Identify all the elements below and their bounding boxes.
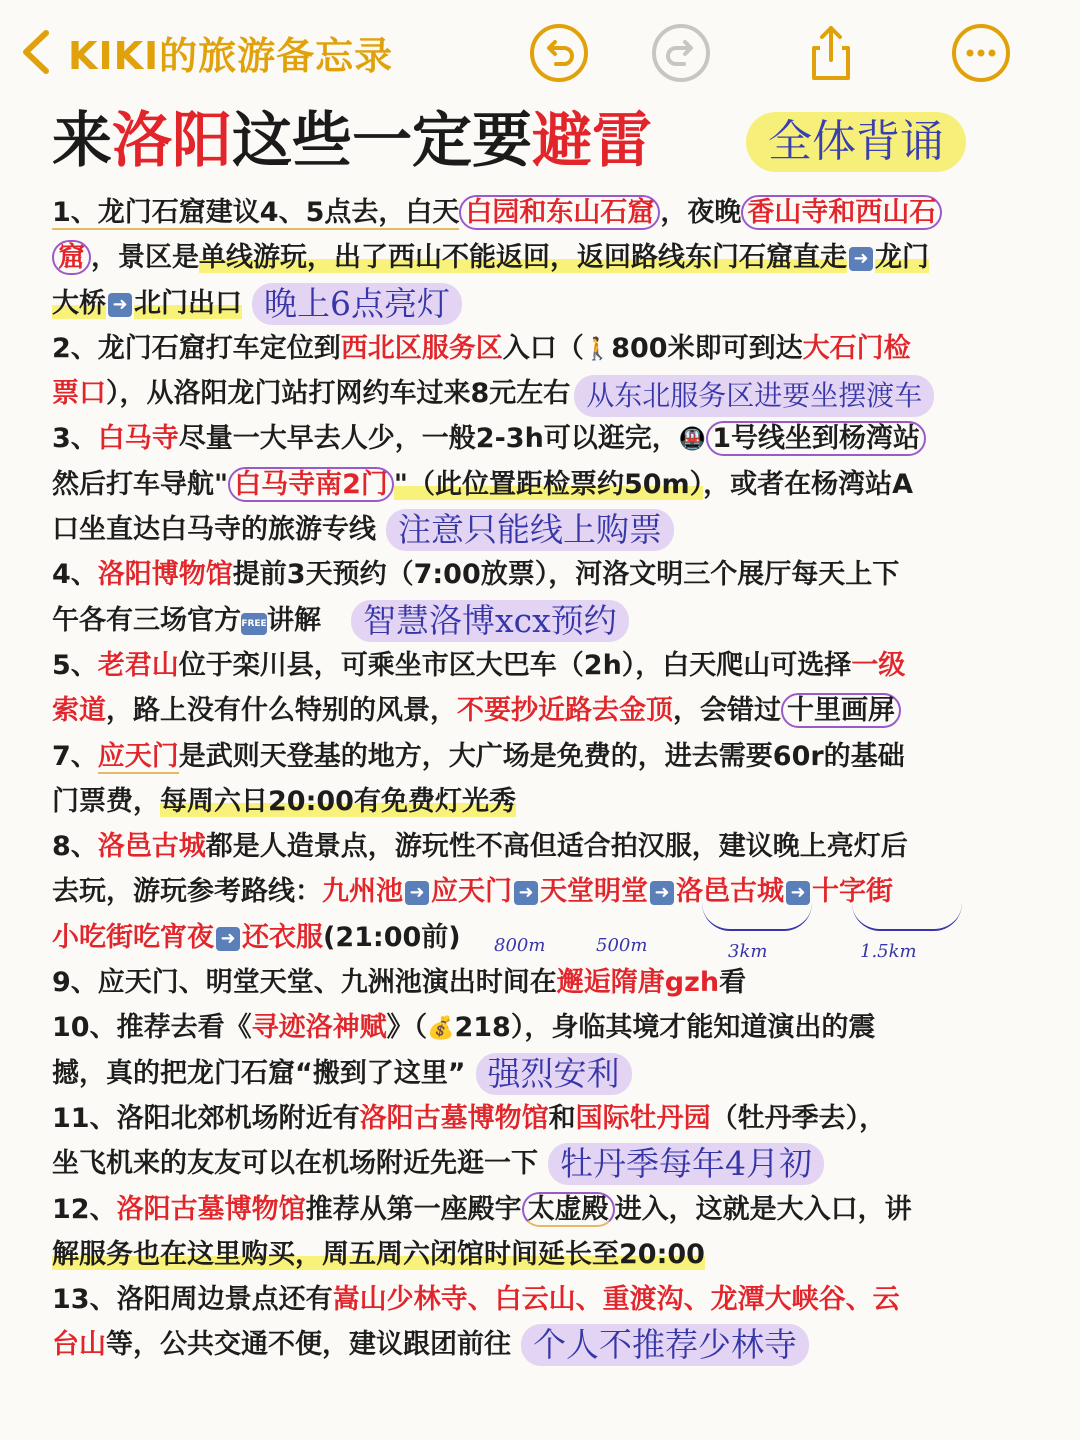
list-item (52, 190, 1042, 235)
handwritten-note: 全体背诵 (746, 112, 966, 172)
title-highlight: 避雷 (532, 106, 652, 176)
back-label: KIKI的旅游备忘录 (68, 33, 394, 78)
text: 7、 (52, 740, 98, 772)
highlighted-text: 解服务也在这里购买，周五周六闭馆时间延长至20:00 (52, 1238, 705, 1270)
text: 10、推荐去看《 (52, 1012, 252, 1044)
undo-button[interactable] (528, 22, 590, 84)
place-name: 洛阳博物馆 (97, 559, 233, 591)
text: 午各有三场官方 (52, 604, 241, 636)
distance-note: 1.5km (860, 940, 917, 962)
arrow-right-icon: ➜ (405, 881, 429, 905)
route-arc (852, 903, 962, 931)
place-name: 大石门检 (802, 332, 911, 364)
place-name: 白马寺南2门 (228, 467, 394, 502)
highlighted-text: 北门出口 (134, 287, 242, 319)
share-icon (800, 22, 862, 84)
text: 十里画屏 (781, 693, 901, 728)
place-name: 太虚殿 (522, 1192, 615, 1227)
text: 进入，这就是大入口，讲 (614, 1193, 912, 1225)
text: 等，公共交通不便，建议跟团前往 (106, 1329, 511, 1361)
warning-text: 不要抄近路去金顶 (457, 695, 673, 727)
text: 218），身临其境才能知道演出的震 (454, 1012, 876, 1044)
route-stop: 小吃街吃宵夜 (52, 921, 214, 953)
text: 5、 (52, 649, 98, 681)
text: 和 (548, 1102, 576, 1134)
more-icon (950, 22, 1012, 84)
arrow-right-icon: ➜ (650, 881, 674, 905)
list-item (52, 326, 1042, 371)
place-name: 索道 (52, 695, 106, 727)
text: ，路上没有什么特别的风景， (106, 695, 457, 727)
text: 位于栾川县，可乘坐市区大巴车（2h），白天爬山可选择 (178, 649, 852, 681)
place-name: 台山 (52, 1329, 106, 1361)
text: （牡丹季去）， (710, 1102, 887, 1134)
text: 提前3天预约（7:00放票），河洛文明三个展厅每天上下 (232, 559, 900, 591)
text: 1、龙门石窟建议4、5点去，白天 (52, 197, 460, 228)
text: 门票费， (52, 785, 160, 817)
list-item (52, 915, 1042, 960)
text: 撼，真的把龙门石窟“搬到了这里” (52, 1057, 466, 1089)
text: ，夜晚 (660, 197, 742, 228)
text: 推荐从第一座殿宇 (305, 1193, 522, 1225)
list-item (52, 507, 1042, 552)
list-item (52, 1051, 1042, 1096)
place-name: 洛阳古墓博物馆 (116, 1193, 306, 1225)
place-name: 香山寺和西山石 (741, 195, 942, 230)
list-item (52, 643, 1042, 688)
place-name: 白园和东山石窟 (459, 195, 660, 230)
distance-note: 500m (596, 934, 648, 956)
text: 然后打车导航" (52, 468, 229, 500)
handwritten-note: 牡丹季每年4月初 (548, 1143, 824, 1185)
place-name: 老君山 (97, 649, 179, 681)
arrow-right-icon: ➜ (849, 247, 873, 271)
back-button[interactable] (18, 22, 393, 82)
list-item (52, 1141, 1042, 1186)
distance-note: 800m (494, 934, 546, 956)
text: 都是人造景点，游玩性不高但适合拍汉服，建议晚上亮灯后 (205, 831, 908, 863)
handwritten-note: 注意只能线上购票 (386, 509, 674, 551)
share-button[interactable] (800, 22, 862, 84)
title-part: 来 (52, 106, 112, 176)
text: 看 (719, 967, 747, 999)
note-body (52, 190, 1042, 1368)
text: 4、 (52, 559, 98, 591)
highlighted-text: 每周六日20:00有免费灯光秀 (160, 785, 516, 817)
list-item (52, 734, 1042, 779)
list-item (52, 688, 1042, 733)
text: 3、 (52, 423, 98, 455)
chevron-left-icon (18, 27, 56, 77)
place-name: 洛邑古城 (97, 831, 206, 863)
note-title (52, 100, 772, 182)
free-icon: FREE (241, 613, 267, 635)
walking-person-icon: 🚶 (583, 336, 612, 362)
place-name: 寻迹洛神赋 (251, 1012, 387, 1044)
toolbar (0, 0, 1080, 100)
title-part: 这些一定要 (232, 106, 532, 176)
list-item (52, 1277, 1042, 1322)
undo-icon (528, 22, 590, 84)
highlighted-text: "（此位置距检票约50m） (393, 468, 704, 500)
text: ，景区是 (91, 242, 199, 274)
text: 8、 (52, 831, 98, 863)
list-item (52, 1232, 1042, 1277)
text: 9、应天门、明堂天堂、九洲池演出时间在 (52, 967, 557, 999)
text: 800米即可到达 (611, 332, 803, 364)
place-name: 白马寺 (97, 423, 179, 455)
place-name: 国际牡丹园 (575, 1102, 711, 1134)
handwritten-note: 强烈安利 (476, 1053, 632, 1095)
place-name: 嵩山少林寺、白云山、重渡沟、龙潭大峡谷、云 (332, 1284, 900, 1316)
place-name: 邂逅隋唐gzh (556, 967, 720, 999)
list-item (52, 371, 1042, 416)
text: (21:00前) (323, 921, 461, 953)
route-stop: 还衣服 (242, 921, 323, 953)
handwritten-note: 晚上6点亮灯 (252, 283, 462, 325)
handwritten-note: 从东北服务区进要坐摆渡车 (574, 375, 934, 417)
text: 讲解 (267, 604, 321, 636)
text: 入口（ (502, 332, 584, 364)
list-item (52, 960, 1042, 1005)
place-name: 洛阳古墓博物馆 (359, 1102, 549, 1134)
list-item (52, 1322, 1042, 1367)
list-item (52, 1005, 1042, 1050)
text: ），从洛阳龙门站打网约车过来8元左右 (106, 378, 571, 410)
route-stop: 应天门 (431, 876, 512, 908)
highlighted-text: 大桥 (52, 287, 106, 319)
place-name: 票口 (52, 378, 106, 410)
list-item (52, 281, 1042, 326)
list-item (52, 824, 1042, 869)
distance-note: 3km (728, 940, 768, 962)
money-bag-icon: 💰 (427, 1016, 455, 1042)
text: 口坐直达白马寺的旅游专线 (52, 514, 376, 546)
redo-button[interactable] (650, 22, 712, 84)
list-item (52, 416, 1042, 461)
list-item (52, 235, 1042, 280)
list-item (52, 779, 1042, 824)
text: 去玩，游玩参考路线： (52, 876, 322, 908)
text: 1号线坐到杨湾站 (706, 421, 926, 456)
route-stop: 十字街 (812, 876, 893, 908)
text: 是武则天登基的地方，大广场是免费的，进去需要60r的基础 (178, 740, 905, 772)
list-item (52, 552, 1042, 597)
route-stop: 洛邑古城 (676, 876, 784, 908)
handwritten-note: 个人不推荐少林寺 (521, 1324, 809, 1366)
highlighted-text: 单线游玩，出了西山不能返回，返回路线东门石窟直走 (199, 242, 847, 274)
arrow-right-icon: ➜ (216, 927, 240, 951)
text: 》（ (386, 1012, 428, 1044)
text: 11、洛阳北郊机场附近有 (52, 1102, 360, 1134)
more-button[interactable] (950, 22, 1012, 84)
arrow-right-icon: ➜ (514, 881, 538, 905)
text: 13、洛阳周边景点还有 (52, 1284, 333, 1316)
place-name: 窟 (52, 240, 91, 275)
title-highlight: 洛阳 (112, 106, 232, 176)
highlighted-text: 龙门 (875, 242, 929, 274)
route-stop: 天堂明堂 (540, 876, 648, 908)
place-name: 一级 (851, 649, 906, 681)
place-name: 应天门 (97, 740, 179, 772)
list-item (52, 462, 1042, 507)
text: ，会错过 (673, 695, 781, 727)
text: 尽量一大早去人少，一般2-3h可以逛完， (178, 423, 679, 455)
list-item (52, 598, 1042, 643)
text: 12、 (52, 1193, 117, 1225)
route-arc (702, 903, 812, 931)
handwritten-note: 智慧洛博xcx预约 (351, 600, 629, 642)
arrow-right-icon: ➜ (786, 881, 810, 905)
list-item (52, 1187, 1042, 1232)
text: ，或者在杨湾站A (703, 468, 914, 500)
text: 2、龙门石窟打车定位到 (52, 332, 341, 364)
text: 坐飞机来的友友可以在机场附近先逛一下 (52, 1148, 538, 1180)
arrow-right-icon: ➜ (108, 293, 132, 317)
route-stop: 九州池 (322, 876, 403, 908)
list-item (52, 1096, 1042, 1141)
metro-icon: 🚇 (678, 427, 707, 453)
redo-icon (650, 22, 712, 84)
place-name: 西北区服务区 (340, 332, 503, 364)
